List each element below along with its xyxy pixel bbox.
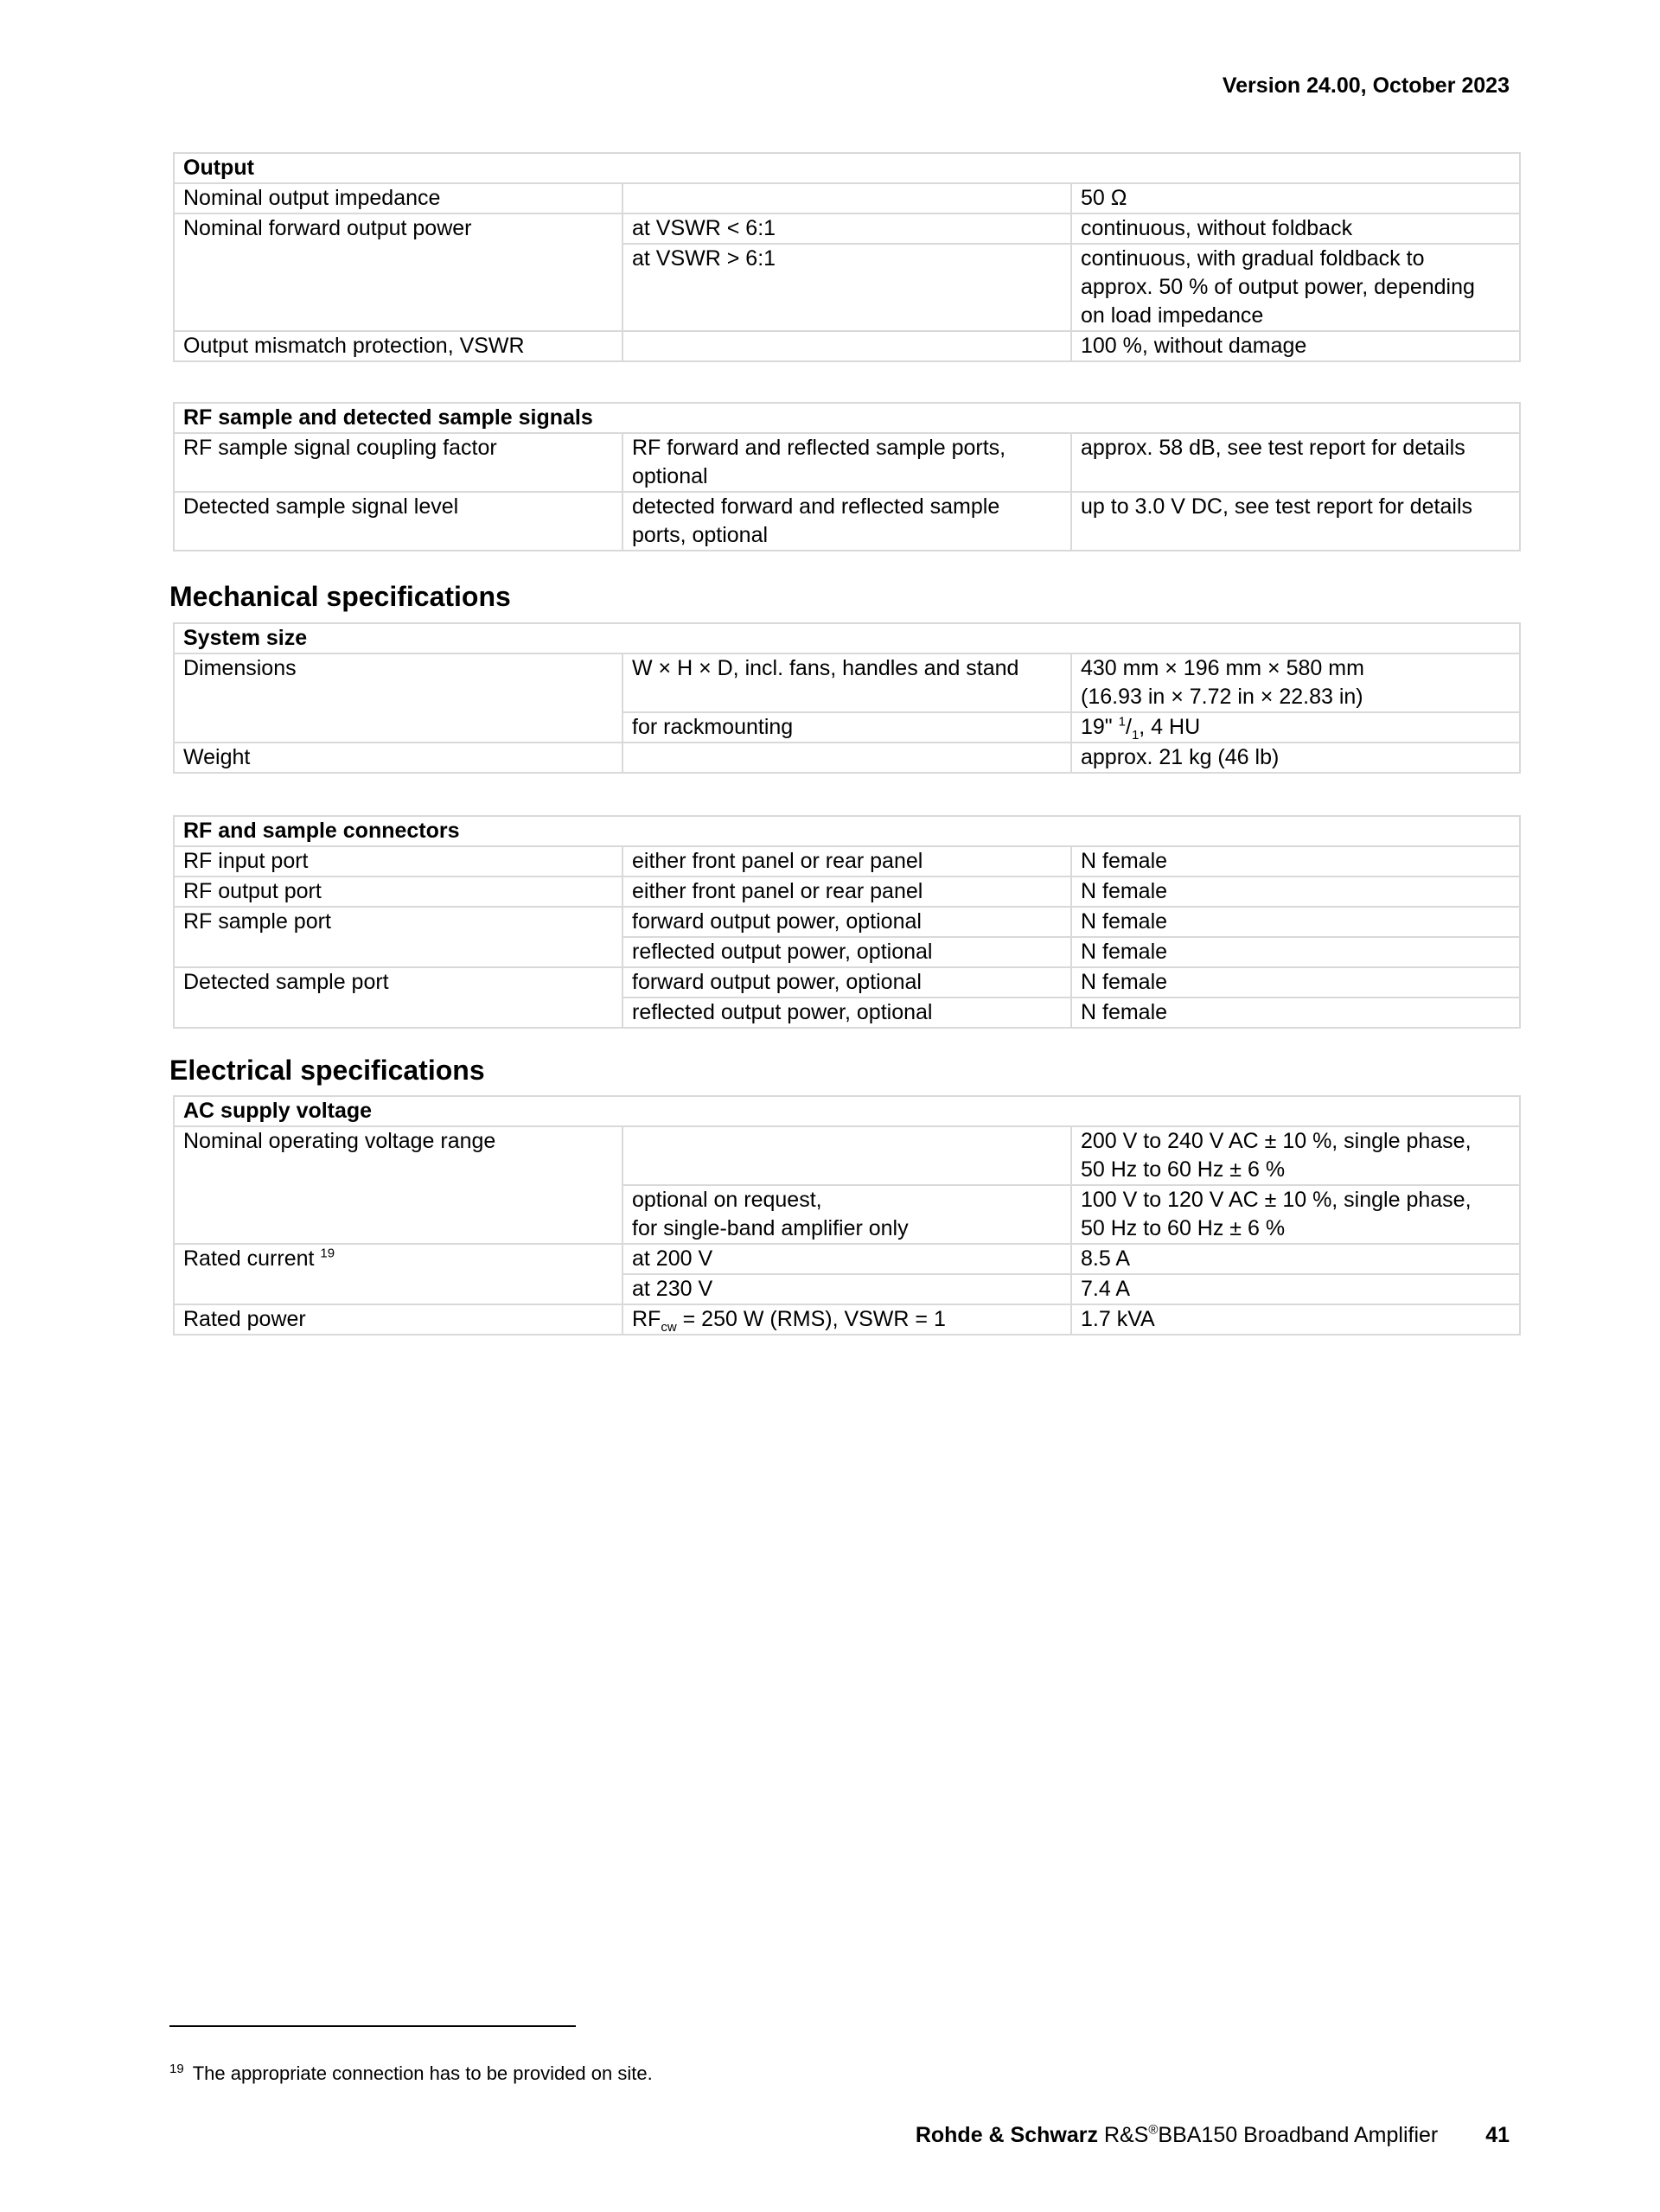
spec-value (1071, 244, 1520, 331)
table-row (174, 403, 1520, 433)
spec-label: RF sample port (174, 907, 622, 967)
value-line: (16.93 in × 7.72 in × 22.83 in) (1081, 685, 1363, 709)
spec-value: 7.4 A (1071, 1274, 1520, 1304)
spec-label: Nominal output impedance (174, 183, 622, 214)
spec-label: RF input port (174, 846, 622, 877)
section-heading-electrical: Electrical specifications (169, 1055, 485, 1086)
table-title: Output (174, 153, 1520, 183)
spec-condition: at VSWR < 6:1 (622, 214, 1071, 244)
table-row (174, 743, 1520, 773)
spec-value (1071, 653, 1520, 712)
table-row (174, 907, 1520, 937)
product-prefix: R&S (1103, 2123, 1149, 2147)
condition-line: for single-band amplifier only (632, 1216, 909, 1240)
spec-value: 1.7 kVA (1071, 1304, 1520, 1335)
condition-line: RF forward and reflected sample ports, (632, 436, 1006, 460)
footnote-number: 19 (169, 2061, 184, 2076)
spec-condition: at VSWR > 6:1 (622, 244, 1071, 331)
footnote (169, 2062, 653, 2086)
value-text: 19" (1081, 715, 1119, 739)
spec-value: 50 Ω (1071, 183, 1520, 214)
condition-text: = 250 W (RMS), VSWR = 1 (676, 1307, 946, 1331)
spec-condition: forward output power, optional (622, 907, 1071, 937)
spec-condition (622, 1185, 1071, 1244)
spec-value: N female (1071, 967, 1520, 998)
value-line: 200 V to 240 V AC ± 10 %, single phase, (1081, 1129, 1472, 1153)
table-title: System size (174, 623, 1520, 653)
table-row (174, 846, 1520, 877)
spec-condition: for rackmounting (622, 712, 1071, 743)
spec-value: 8.5 A (1071, 1244, 1520, 1274)
spec-label: Detected sample signal level (174, 492, 622, 551)
table-row (174, 816, 1520, 846)
table-row (174, 1126, 1520, 1185)
spec-condition (622, 331, 1071, 361)
condition-line: optional on request, (632, 1188, 822, 1212)
value-line: 100 V to 120 V AC ± 10 %, single phase, (1081, 1188, 1472, 1212)
spec-condition (622, 492, 1071, 551)
spec-condition: forward output power, optional (622, 967, 1071, 998)
registered-mark: ® (1148, 2122, 1159, 2138)
rf-sample-table (173, 402, 1521, 551)
table-row (174, 183, 1520, 214)
footer-company: Rohde & Schwarz (915, 2123, 1098, 2147)
condition-line: detected forward and reflected sample (632, 494, 1000, 519)
table-title: RF sample and detected sample signals (174, 403, 1520, 433)
spec-condition: at 230 V (622, 1274, 1071, 1304)
product-name: BBA150 Broadband Amplifier (1158, 2123, 1439, 2147)
fraction-denominator: 1 (1131, 728, 1140, 743)
spec-condition: either front panel or rear panel (622, 877, 1071, 907)
spec-label: Detected sample port (174, 967, 622, 1028)
fraction-numerator: 1 (1118, 714, 1126, 730)
value-line: approx. 50 % of output power, depending (1081, 275, 1475, 299)
value-line: 430 mm × 196 mm × 580 mm (1081, 656, 1364, 680)
spec-value (1071, 1185, 1520, 1244)
value-line: continuous, with gradual foldback to (1081, 246, 1425, 271)
spec-label: Rated power (174, 1304, 622, 1335)
ac-supply-table (173, 1095, 1521, 1335)
value-line: on load impedance (1081, 303, 1264, 328)
spec-value (1071, 1126, 1520, 1185)
spec-condition: reflected output power, optional (622, 998, 1071, 1028)
section-heading-mechanical: Mechanical specifications (169, 581, 511, 612)
value-line: 50 Hz to 60 Hz ± 6 % (1081, 1216, 1286, 1240)
spec-label: Dimensions (174, 653, 622, 743)
spec-label: Nominal operating voltage range (174, 1126, 622, 1244)
footnote-text: The appropriate connection has to be provided on site. (192, 2062, 653, 2084)
spec-value: N female (1071, 998, 1520, 1028)
spec-label (174, 1244, 622, 1304)
value-line: 50 Hz to 60 Hz ± 6 % (1081, 1157, 1286, 1182)
spec-value: approx. 58 dB, see test report for details (1071, 433, 1520, 492)
table-row (174, 153, 1520, 183)
fraction-slash: / (1125, 715, 1132, 739)
table-row (174, 877, 1520, 907)
condition-line: ports, optional (632, 523, 769, 547)
table-row (174, 433, 1520, 492)
table-row (174, 492, 1520, 551)
table-title: AC supply voltage (174, 1096, 1520, 1126)
table-row (174, 623, 1520, 653)
table-title: RF and sample connectors (174, 816, 1520, 846)
table-row (174, 331, 1520, 361)
spec-condition: either front panel or rear panel (622, 846, 1071, 877)
table-row (174, 214, 1520, 244)
condition-text: RF (632, 1307, 661, 1331)
spec-condition: reflected output power, optional (622, 937, 1071, 967)
connectors-table (173, 815, 1521, 1029)
spec-value: N female (1071, 877, 1520, 907)
page-footer (916, 2122, 1510, 2148)
spec-value: 100 %, without damage (1071, 331, 1520, 361)
spec-condition (622, 743, 1071, 773)
page-number: 41 (1485, 2123, 1510, 2147)
spec-condition (622, 433, 1071, 492)
spec-condition (622, 1126, 1071, 1185)
spec-condition: W × H × D, incl. fans, handles and stand (622, 653, 1071, 712)
footnote-divider (169, 2025, 576, 2027)
table-row (174, 1244, 1520, 1274)
spec-value (1071, 712, 1520, 743)
spec-label: RF output port (174, 877, 622, 907)
condition-line: optional (632, 464, 708, 488)
table-row (174, 967, 1520, 998)
spec-condition (622, 183, 1071, 214)
footnote-ref[interactable]: 19 (320, 1246, 335, 1261)
spec-label: Output mismatch protection, VSWR (174, 331, 622, 361)
condition-subscript: cw (661, 1320, 677, 1335)
table-row (174, 1096, 1520, 1126)
spec-value: up to 3.0 V DC, see test report for details (1071, 492, 1520, 551)
footer-product (1104, 2123, 1438, 2147)
rated-current-label: Rated current (183, 1246, 315, 1271)
table-row (174, 653, 1520, 712)
spec-condition: at 200 V (622, 1244, 1071, 1274)
spec-label: RF sample signal coupling factor (174, 433, 622, 492)
spec-label: Nominal forward output power (174, 214, 622, 331)
spec-value: N female (1071, 846, 1520, 877)
spec-value: approx. 21 kg (46 lb) (1071, 743, 1520, 773)
system-size-table (173, 622, 1521, 774)
spec-label: Weight (174, 743, 622, 773)
table-row (174, 1304, 1520, 1335)
spec-condition (622, 1304, 1071, 1335)
version-label: Version 24.00, October 2023 (1222, 73, 1510, 98)
spec-value: N female (1071, 937, 1520, 967)
output-table (173, 152, 1521, 362)
value-text: , 4 HU (1139, 715, 1201, 739)
spec-value: N female (1071, 907, 1520, 937)
spec-value: continuous, without foldback (1071, 214, 1520, 244)
